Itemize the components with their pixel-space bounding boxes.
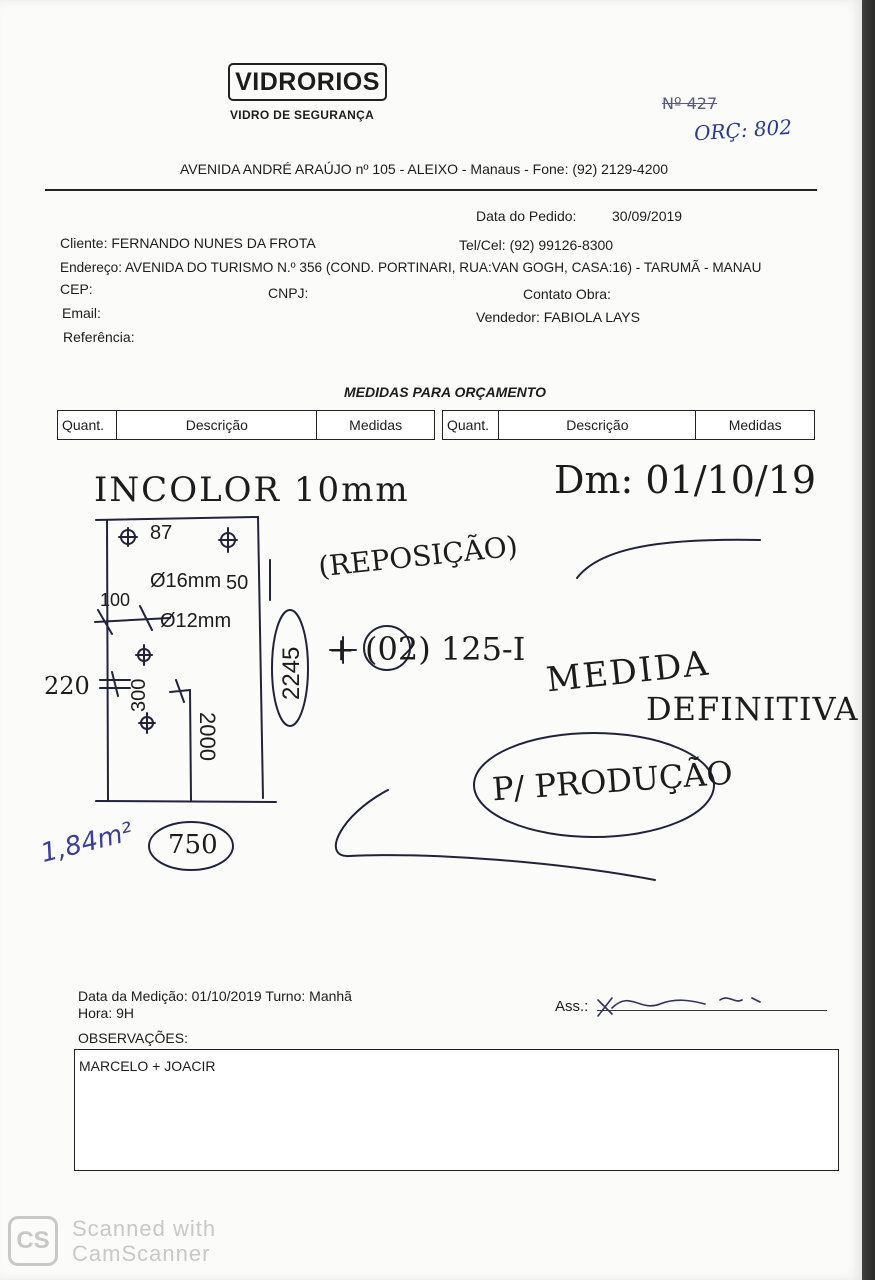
col-descricao: Descrição — [499, 411, 696, 439]
seller-name: Vendedor: FABIOLA LAYS — [476, 309, 640, 325]
company-tagline: VIDRO DE SEGURANÇA — [230, 108, 375, 122]
producao-note: P/ PRODUÇÃO — [490, 753, 734, 809]
col-quant: Quant. — [443, 411, 499, 439]
dim-87: 87 — [150, 522, 173, 544]
date-note: Dm: 01/10/19 — [554, 458, 817, 502]
measures-table-left — [57, 410, 435, 440]
reposicao-note: (REPOSIÇÃO) — [316, 529, 520, 584]
definitiva-note: DEFINITIVA — [646, 690, 859, 728]
client-name: Cliente: FERNANDO NUNES DA FROTA — [60, 235, 316, 251]
camscanner-logo: CS — [8, 1216, 58, 1266]
glass-type-note: INCOLOR 10mm — [94, 470, 410, 510]
reference-label: Referência: — [63, 329, 135, 345]
dim-220: 220 — [44, 672, 90, 700]
medida-note: MEDIDA — [544, 643, 712, 701]
col-quant: Quant. — [58, 411, 117, 439]
dim-2000: 2000 — [195, 712, 220, 761]
dim-50: 50 — [226, 572, 249, 594]
header-divider — [45, 189, 817, 191]
watermark-line1: Scanned with — [72, 1216, 217, 1241]
signature-line — [597, 1010, 827, 1011]
contact-label: Contato Obra: — [523, 286, 611, 302]
measures-title: MEDIDAS PARA ORÇAMENTO — [344, 384, 546, 400]
cep-label: CEP: — [60, 281, 93, 297]
order-date-label: Data do Pedido: — [476, 208, 577, 224]
measure-hour: Hora: 9H — [78, 1005, 135, 1021]
cnpj-label: CNPJ: — [268, 285, 309, 301]
observacoes-label: OBSERVAÇÕES: — [78, 1030, 188, 1046]
company-address: AVENIDA ANDRÉ ARAÚJO nº 105 - ALEIXO - Manaus - Fone: (92) 2129-4200 — [180, 161, 669, 177]
area-note: 1,84m² — [37, 817, 136, 869]
col-descricao: Descrição — [117, 411, 317, 439]
order-date-value: 30/09/2019 — [612, 208, 683, 224]
watermark-line2: CamScanner — [72, 1241, 211, 1266]
measures-table-right — [442, 410, 815, 440]
email-label: Email: — [62, 305, 101, 321]
order-number: Nº 427 — [662, 94, 718, 113]
observacoes-box — [74, 1049, 839, 1171]
col-medidas: Medidas — [728, 417, 782, 433]
hole-16mm: Ø16mm — [150, 570, 222, 592]
quantity-note: + (02) 125-I — [328, 630, 526, 668]
measure-date: Data da Medição: 01/10/2019 Turno: Manhã — [78, 988, 352, 1004]
client-phone: Tel/Cel: (92) 99126-8300 — [459, 237, 614, 253]
dim-2245: 2245 — [278, 646, 305, 700]
company-logo: VIDRORIOS — [228, 63, 387, 101]
dim-750: 750 — [168, 830, 218, 860]
observacoes-text: MARCELO + JOACIR — [79, 1058, 216, 1074]
col-medidas: Medidas — [349, 417, 403, 433]
camscanner-text — [72, 1216, 216, 1266]
camscanner-watermark — [8, 1216, 216, 1266]
client-address: Endereço: AVENIDA DO TURISMO N.º 356 (COND. PORTINARI, RUA:VAN GOGH, CASA:16) - TARUMÃ - MANAU — [60, 260, 762, 275]
signature-label: Ass.: — [555, 998, 589, 1015]
dim-100: 100 — [100, 590, 131, 610]
orc-note: ORÇ: 802 — [693, 114, 793, 146]
dim-300: 300 — [128, 678, 150, 712]
hole-12mm: Ø12mm — [160, 610, 232, 632]
